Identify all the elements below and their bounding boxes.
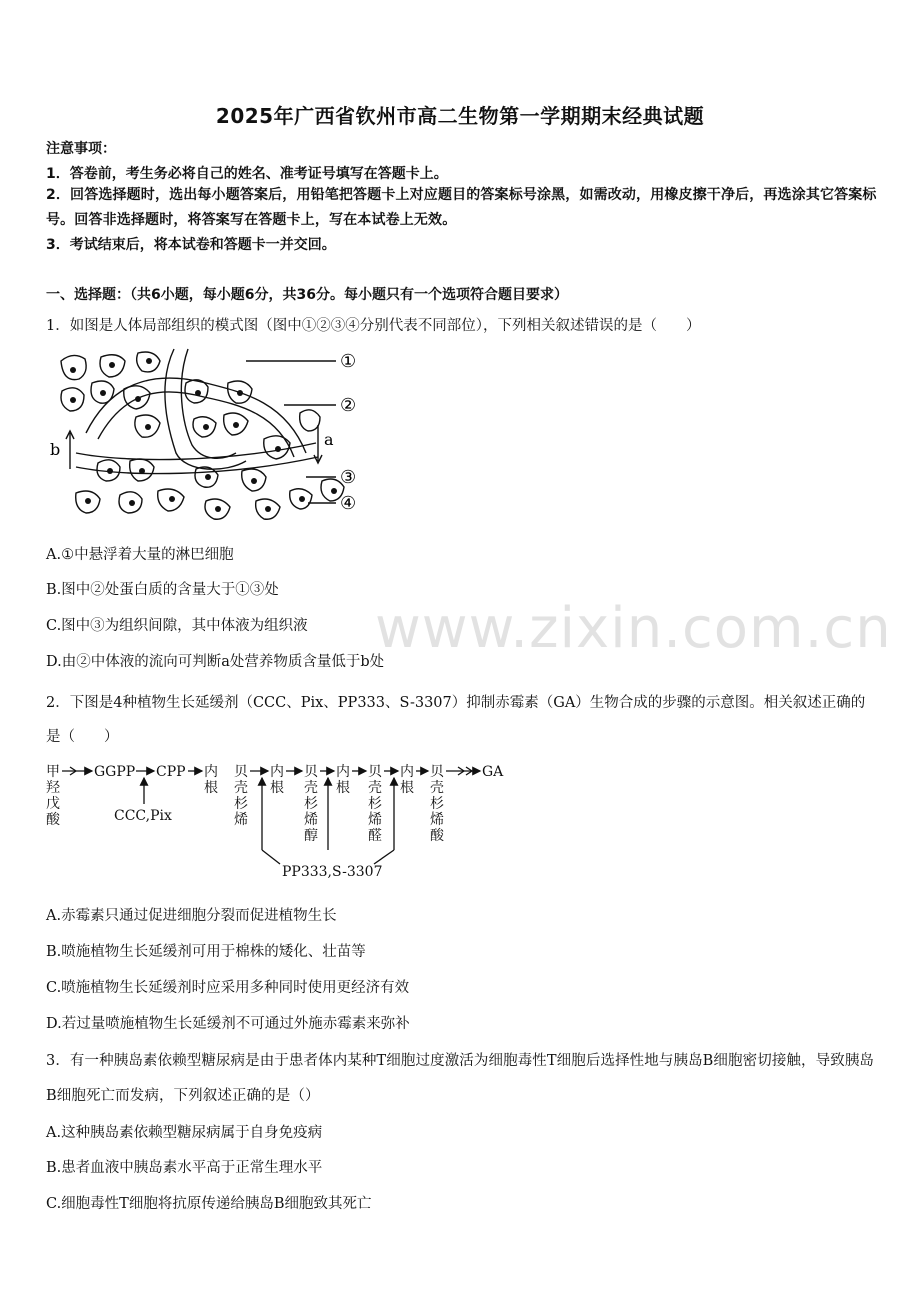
node-kaurenoic-a: 内 <box>400 764 414 780</box>
tissue-diagram <box>46 343 366 533</box>
label-1: ① <box>340 351 357 372</box>
q3-stem: 3．有一种胰岛素依赖型糖尿病是由于患者体内某种T细胞过度激活为细胞毒性T细胞后选择性地与胰岛B细胞密切接触，导致胰岛B细胞死亡而发病，下列叙述正确的是（） <box>46 1053 875 1104</box>
section-heading: 一、选择题：（共6小题，每小题6分，共36分。每小题只有一个选项符合题目要求） <box>46 287 568 303</box>
svg-text:壳: 壳 <box>368 780 382 796</box>
node-cpp: CPP <box>156 764 186 780</box>
q3-option-a: A.这种胰岛素依赖型糖尿病属于自身免疫病 <box>46 1125 323 1141</box>
svg-text:烯: 烯 <box>234 812 248 828</box>
ga-pathway-diagram <box>44 758 524 888</box>
q1-option-a: A.①中悬浮着大量的淋巴细胞 <box>46 547 234 563</box>
q2-option-c: C.喷施植物生长延缓剂时应采用多种同时使用更经济有效 <box>46 980 410 996</box>
svg-text:杉: 杉 <box>430 796 444 812</box>
svg-text:贝: 贝 <box>234 764 248 780</box>
node-kaurenal-a: 内 <box>336 764 350 780</box>
svg-text:烯: 烯 <box>430 812 444 828</box>
label-2: ② <box>340 395 357 416</box>
notice-item-1: 1．答卷前，考生务必将自己的姓名、准考证号填写在答题卡上。 <box>46 166 448 182</box>
node-mevalonic: 甲 <box>46 764 60 780</box>
q1-option-c: C.图中③为组织间隙，其中体液为组织液 <box>46 618 308 634</box>
svg-text:杉: 杉 <box>304 796 318 812</box>
q2-option-d: D.若过量喷施植物生长延缓剂不可通过外施赤霉素来弥补 <box>46 1016 410 1032</box>
label-3: ③ <box>340 467 357 488</box>
inhibitor-pp333: PP333,S-3307 <box>282 864 383 880</box>
q1-stem: 1．如图是人体局部组织的模式图（图中①②③④分别代表不同部位），下列相关叙述错误的是（ ） <box>46 318 701 334</box>
svg-text:壳: 壳 <box>430 780 444 796</box>
q3-option-b: B.患者血液中胰岛素水平高于正常生理水平 <box>46 1160 323 1176</box>
notice-heading: 注意事项： <box>46 141 116 157</box>
node-kaurenol-a: 内 <box>270 764 284 780</box>
svg-text:醛: 醛 <box>368 828 382 844</box>
node-kaurene-a: 内 <box>204 764 218 780</box>
q1-option-d: D.由②中体液的流向可判断a处营养物质含量低于b处 <box>46 654 385 670</box>
svg-text:戊: 戊 <box>46 796 60 812</box>
node-ggpp: GGPP <box>94 764 136 780</box>
svg-text:烯: 烯 <box>304 812 318 828</box>
q1-option-b: B.图中②处蛋白质的含量大于①③处 <box>46 582 279 598</box>
svg-text:杉: 杉 <box>234 796 248 812</box>
svg-text:贝: 贝 <box>430 764 444 780</box>
svg-text:醇: 醇 <box>304 828 318 844</box>
arrow-b-label: b <box>50 440 61 459</box>
svg-text:壳: 壳 <box>304 780 318 796</box>
svg-text:壳: 壳 <box>234 780 248 796</box>
watermark: www.zixin.com.cn <box>375 596 892 661</box>
inhibitor-ccc-pix: CCC,Pix <box>114 808 172 824</box>
svg-text:根: 根 <box>270 780 284 796</box>
svg-text:羟: 羟 <box>46 780 60 796</box>
q2-option-b: B.喷施植物生长延缓剂可用于棉株的矮化、壮苗等 <box>46 944 366 960</box>
q2-stem: 2．下图是4种植物生长延缓剂（CCC、Pix、PP333、S-3307）抑制赤霉素（GA）生物合成的步骤的示意图。相关叙述正确的是（ ） <box>46 695 866 745</box>
arrow-a-label: a <box>324 430 334 449</box>
label-4: ④ <box>340 493 357 514</box>
notice-item-2: 2．回答选择题时，选出每小题答案后，用铅笔把答题卡上对应题目的答案标号涂黑，如需改动，用橡皮擦干净后，再选涂其它答案标号。回答非选择题时，将答案写在答题卡上，写在本试卷上无效。 <box>46 187 877 228</box>
notice-item-3: 3．考试结束后，将本试卷和答题卡一并交回。 <box>46 237 336 253</box>
node-ga: GA <box>482 764 504 780</box>
svg-text:根: 根 <box>336 780 350 796</box>
page-title: 2025年广西省钦州市高二生物第一学期期末经典试题 <box>215 104 705 128</box>
svg-text:根: 根 <box>204 780 218 796</box>
svg-text:贝: 贝 <box>304 764 318 780</box>
svg-text:贝: 贝 <box>368 764 382 780</box>
svg-text:酸: 酸 <box>430 828 444 844</box>
svg-text:酸: 酸 <box>46 812 60 828</box>
svg-text:烯: 烯 <box>368 812 382 828</box>
svg-text:杉: 杉 <box>368 796 382 812</box>
q2-option-a: A.赤霉素只通过促进细胞分裂而促进植物生长 <box>46 908 337 924</box>
svg-text:根: 根 <box>400 780 414 796</box>
q3-option-c: C.细胞毒性T细胞将抗原传递给胰岛B细胞致其死亡 <box>46 1196 372 1212</box>
